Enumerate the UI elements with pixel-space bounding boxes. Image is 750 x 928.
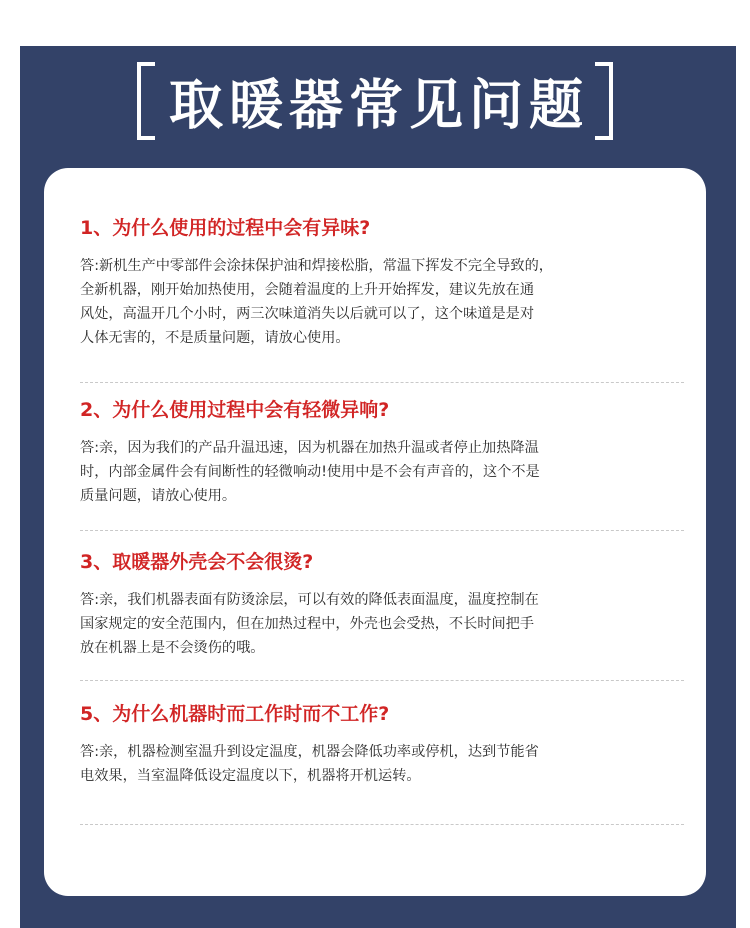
answer-line: 答:新机生产中零部件会涂抹保护油和焊接松脂，常温下挥发不完全导致的， — [80, 258, 553, 274]
faq-item-3 — [80, 550, 680, 660]
answer-line: 答:亲，机器检测室温升到设定温度，机器会降低功率或停机，达到节能省 — [80, 744, 539, 760]
answer-line: 风处，高温开几个小时，两三次味道消失以后就可以了，这个味道是是对 — [80, 306, 535, 322]
answer-line: 时，内部金属件会有间断性的轻微响动!使用中是不会有声音的，这个不是 — [80, 464, 540, 480]
divider — [80, 680, 684, 681]
answer-line: 答:亲，我们机器表面有防烫涂层，可以有效的降低表面温度，温度控制在 — [80, 592, 539, 608]
faq-question: 3、取暖器外壳会不会很烫? — [80, 551, 314, 573]
answer-line: 质量问题，请放心使用。 — [80, 488, 237, 504]
faq-answer — [80, 740, 680, 788]
divider — [80, 530, 684, 531]
faq-answer — [80, 254, 680, 350]
right-bracket-icon — [595, 62, 613, 140]
answer-line: 放在机器上是不会烫伤的哦。 — [80, 640, 265, 656]
answer-line: 国家规定的安全范围内，但在加热过程中，外壳也会受热，不长时间把手 — [80, 616, 535, 632]
faq-item-1 — [80, 216, 680, 350]
faq-question: 5、为什么机器时而工作时而不工作? — [80, 703, 390, 725]
answer-line: 人体无害的，不是质量问题，请放心使用。 — [80, 330, 350, 346]
divider — [80, 382, 684, 383]
answer-line: 答:亲，因为我们的产品升温迅速，因为机器在加热升温或者停止加热降温 — [80, 440, 539, 456]
left-bracket-icon — [137, 62, 155, 140]
divider — [80, 824, 684, 825]
header — [0, 62, 750, 145]
faq-card — [44, 168, 706, 896]
page-title — [137, 62, 613, 145]
faq-item-2 — [80, 398, 680, 508]
page-title-text: 取暖器常见问题 — [169, 73, 589, 137]
faq-question: 2、为什么使用过程中会有轻微异响? — [80, 399, 390, 421]
faq-item-5 — [80, 702, 680, 788]
faq-question: 1、为什么使用的过程中会有异味? — [80, 217, 371, 239]
answer-line: 全新机器，刚开始加热使用，会随着温度的上升开始挥发，建议先放在通 — [80, 282, 535, 298]
faq-answer — [80, 436, 680, 508]
answer-line: 电效果，当室温降低设定温度以下，机器将开机运转。 — [80, 768, 421, 784]
faq-answer — [80, 588, 680, 660]
